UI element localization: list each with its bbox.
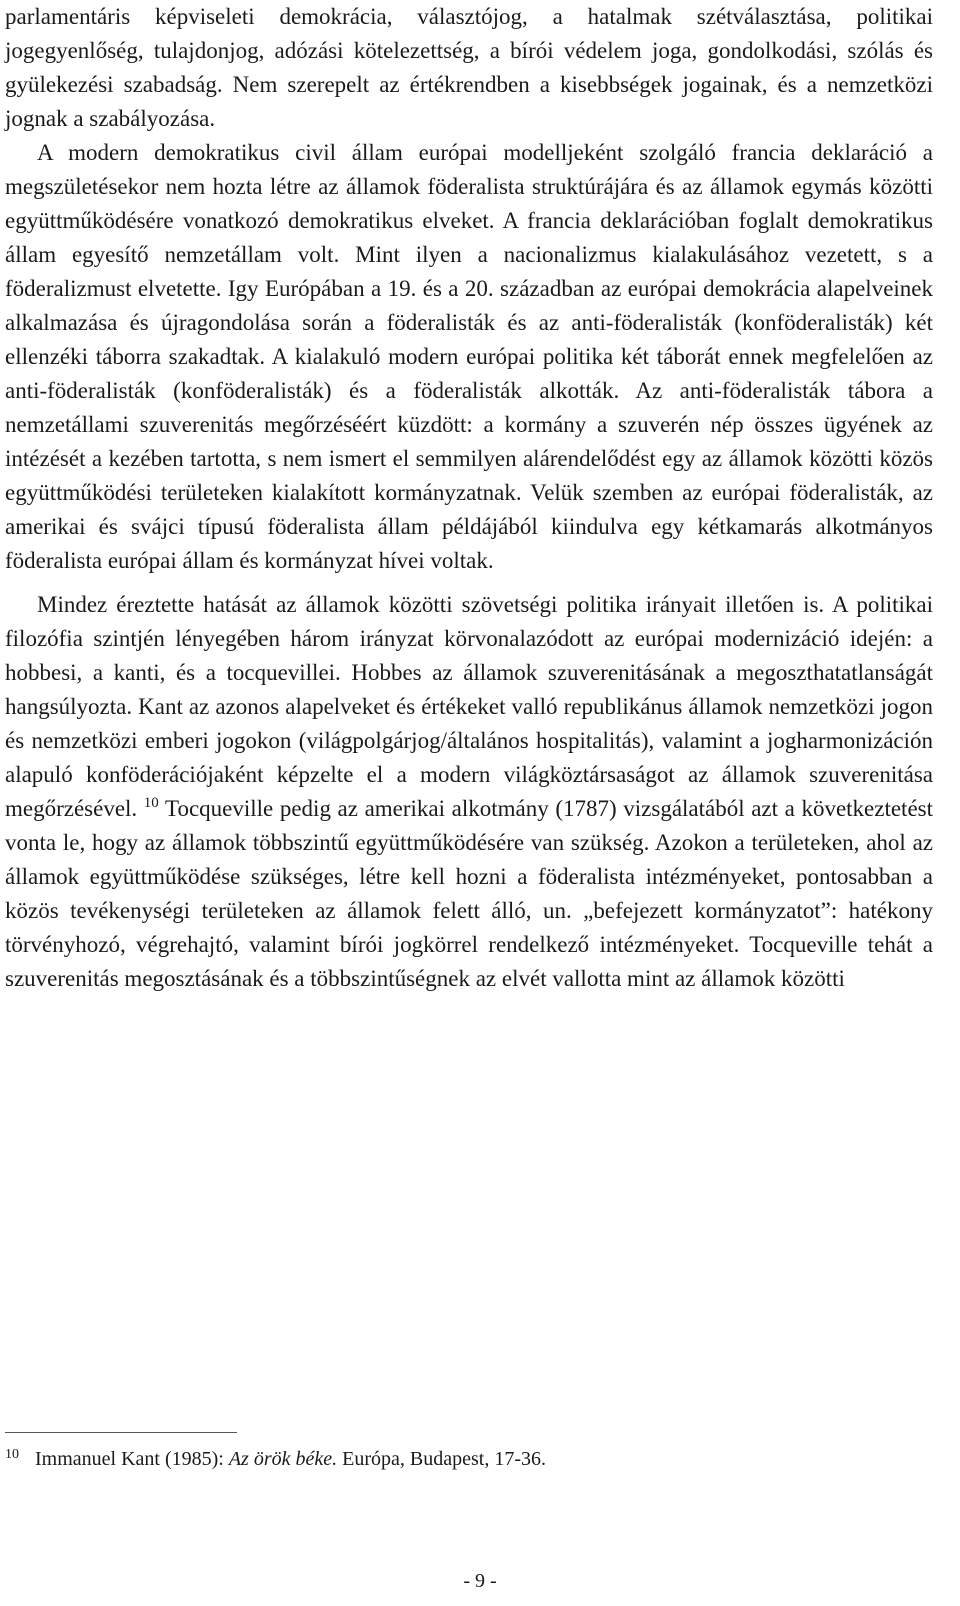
body-text (5, 0, 933, 996)
footnote-publisher: Európa, Budapest, 17-36. (337, 1448, 546, 1470)
footnote-separator (5, 1432, 237, 1433)
paragraph-3-text-after-ref: Tocqueville pedig az amerikai alkotmány (1787) vizsgálatából azt a következtetést vonta le, hogy az államok többszintű együttműködésére van szükség. Azokon a területeken, ahol az államok együttműködése szükséges, létre kell hozni a föderalista intézményeket, pontosabban a közös tevékenységi területeken az államok felett álló, un. „befejezett kormányzatot”: hatékony törvényhozó, végrehajtó, valamint bírói jogkörrel rendelkező intézményeket. Tocqueville tehát a szuverenitás megosztásának és a többszintűségnek az elvét vallotta mint az államok közötti (5, 796, 934, 991)
footnote-reference[interactable]: 10 (143, 795, 159, 811)
paragraph-3-text-before-ref: Mindez éreztette hatását az államok közötti szövetségi politika irányait illetően is. A politikai filozófia szintjén lényegében három irányzat körvonalazódott az európai modernizáció idején: a hobbesi, a kanti, és a tocquevillei. Hobbes az államok szuverenitásának a megoszthatatlanságát hangsúlyozta. Kant az azonos alapelveket és értékeket valló republikánus államok nemzetközi jogon és nemzetközi emberi jogokon (világpolgárjog/általános hospitalitás), valamint a jogharmonizáción alapuló konföderációjaként képzelte el a modern világköztársaságot az államok szuverenitása megőrzésével. (5, 592, 933, 821)
footnote: 10 Immanuel Kant (1985): Az örök béke. Európa, Budapest, 17-36. (5, 1447, 546, 1470)
footnote-title: Az örök béke. (228, 1448, 338, 1470)
paragraph-1: parlamentáris képviseleti demokrácia, választójog, a hatalmak szétválasztása, politikai jogegyenlőség, tulajdonjog, adózási kötelezettség, a bírói védelem joga, gondolkodási, szólás és gyülekezési szabadság. Nem szerepelt az értékrendben a kisebbségek jogainak, és a nemzetközi jognak a szabályozása. (5, 4, 933, 131)
footnote-author: Immanuel Kant (1985): (35, 1448, 229, 1470)
paragraph-3 (5, 588, 933, 996)
page-number: - 9 - (463, 1570, 497, 1592)
paragraph-2: A modern demokratikus civil állam európai modelljeként szolgáló francia deklaráció a megszületésekor nem hozta létre az államok föderalista struktúrájára és az államok egymás közötti együttműködésére vonatkozó demokratikus elveket. A francia deklarációban foglalt demokratikus állam egyesítő nemzetállam volt. Mint ilyen a nacionalizmus kialakulásához vezetett, s a föderalizmust elvetette. Igy Európában a 19. és a 20. században az európai demokrácia alapelveinek alkalmazása és újragondolása során a föderalisták és az anti-föderalisták (konföderalisták) két ellenzéki táborra szakadtak. A kialakuló modern európai politika két táborát ennek megfelelően az anti-föderalisták (konföderalisták) és a föderalisták alkották. Az anti-föderalisták tábora a nemzetállami szuverenitás megőrzéséért küzdött: a kormány a szuverén nép összes ügyének az intézését a kezében tartotta, s nem ismert el semmilyen alárendelődést egy az államok közötti közös együttműködési területeken kialakított kormányzatnak. Velük szemben az európai föderalisták, az amerikai és svájci típusú föderalista állam példájából kiindulva egy kétkamarás alkotmányos föderalista európai állam és kormányzat hívei voltak. (5, 140, 933, 573)
